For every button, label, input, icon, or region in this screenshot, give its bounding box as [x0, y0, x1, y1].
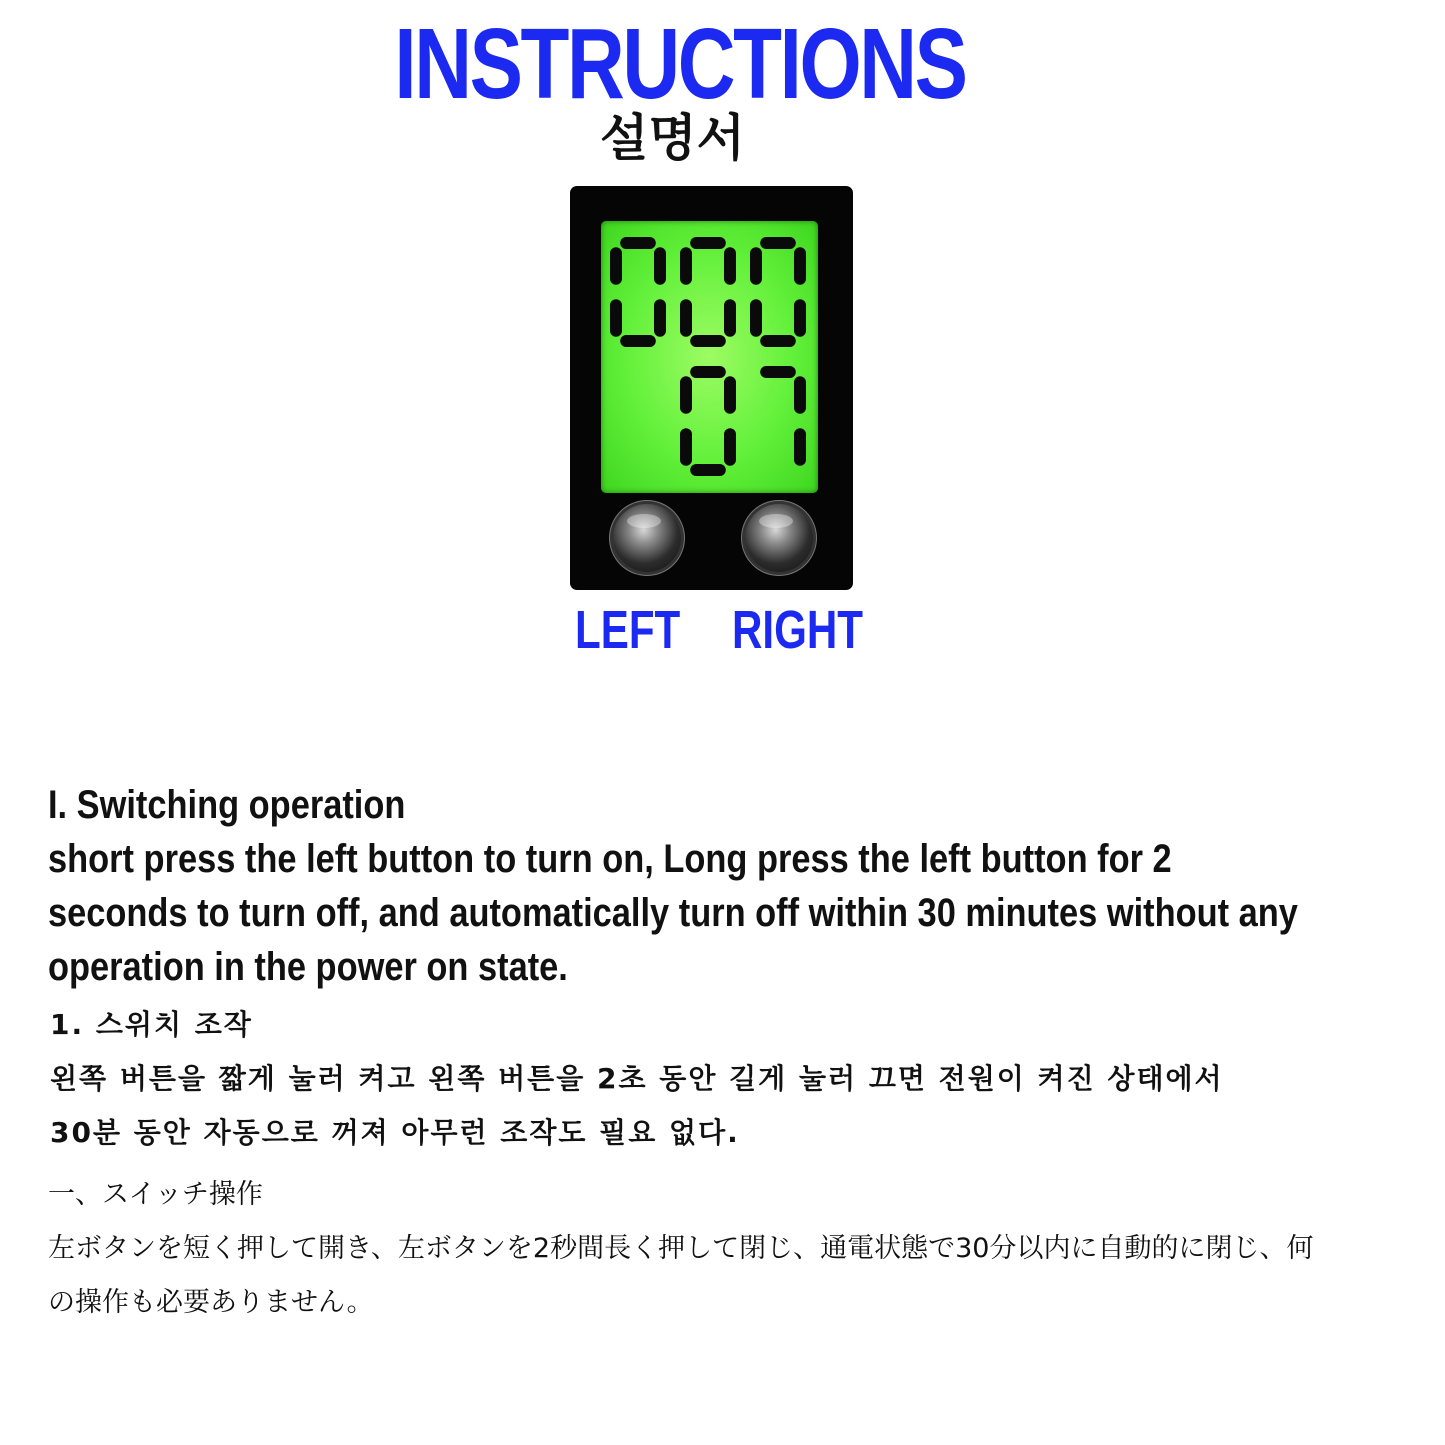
lcd-segment: [690, 464, 726, 476]
lcd-segment: [654, 247, 666, 285]
lcd-segment: [724, 299, 736, 337]
lcd-segment: [690, 366, 726, 378]
lcd-digit: [760, 366, 806, 466]
lcd-segment: [724, 428, 736, 466]
page-subtitle: 설명서: [600, 109, 745, 167]
lcd-segment: [690, 237, 726, 249]
lcd-segment: [794, 376, 806, 414]
lcd-segment: [680, 376, 692, 414]
lcd-segment: [794, 247, 806, 285]
ja-instruction-line: の操作も必要ありません。: [48, 1287, 374, 1318]
lcd-display: [601, 221, 818, 493]
lcd-digit: [680, 366, 736, 476]
lcd-segment: [724, 247, 736, 285]
lcd-segment: [610, 247, 622, 285]
lcd-segment: [610, 299, 622, 337]
en-instruction-line: operation in the power on state.: [48, 945, 568, 989]
ko-instruction-line: 30분 동안 자동으로 꺼져 아무런 조작도 필요 없다.: [50, 1116, 740, 1149]
right-button-label: RIGHT: [732, 600, 864, 660]
ja-instruction-line: 左ボタンを短く押して開き、左ボタンを2秒間長く押して閉じ、通電状態で30分以内に自動的に閉じ、何: [48, 1233, 1314, 1264]
lcd-segment: [620, 335, 656, 347]
lcd-segment: [620, 237, 656, 249]
left-button-label: LEFT: [575, 600, 681, 660]
lcd-segment: [724, 376, 736, 414]
en-instruction-line: seconds to turn off, and automatically turn off within 30 minutes without any: [48, 891, 1298, 935]
lcd-segment: [680, 428, 692, 466]
lcd-segment: [654, 299, 666, 337]
ja-section-heading: 一、スイッチ操作: [48, 1179, 263, 1210]
en-section-heading: I. Switching operation: [48, 783, 406, 827]
lcd-segment: [760, 366, 796, 378]
page-title: INSTRUCTIONS: [394, 8, 966, 120]
lcd-digit: [680, 237, 736, 347]
lcd-digits: [601, 221, 818, 493]
en-instruction-line: short press the left button to turn on, Long press the left button for 2: [48, 837, 1172, 881]
ko-instruction-line: 왼쪽 버튼을 짧게 눌러 켜고 왼쪽 버튼을 2초 동안 길게 눌러 끄면 전원이 켜진 상태에서: [50, 1062, 1224, 1095]
ko-section-heading: 1. 스위치 조작: [50, 1008, 253, 1041]
lcd-segment: [760, 237, 796, 249]
lcd-segment: [690, 335, 726, 347]
lcd-segment: [750, 247, 762, 285]
lcd-segment: [680, 299, 692, 337]
lcd-digit: [750, 237, 806, 347]
right-button[interactable]: [745, 504, 813, 572]
lcd-segment: [794, 299, 806, 337]
timer-device: [570, 186, 853, 590]
left-button[interactable]: [613, 504, 681, 572]
lcd-segment: [794, 428, 806, 466]
lcd-segment: [680, 247, 692, 285]
lcd-digit: [610, 237, 666, 347]
lcd-segment: [760, 335, 796, 347]
lcd-segment: [750, 299, 762, 337]
